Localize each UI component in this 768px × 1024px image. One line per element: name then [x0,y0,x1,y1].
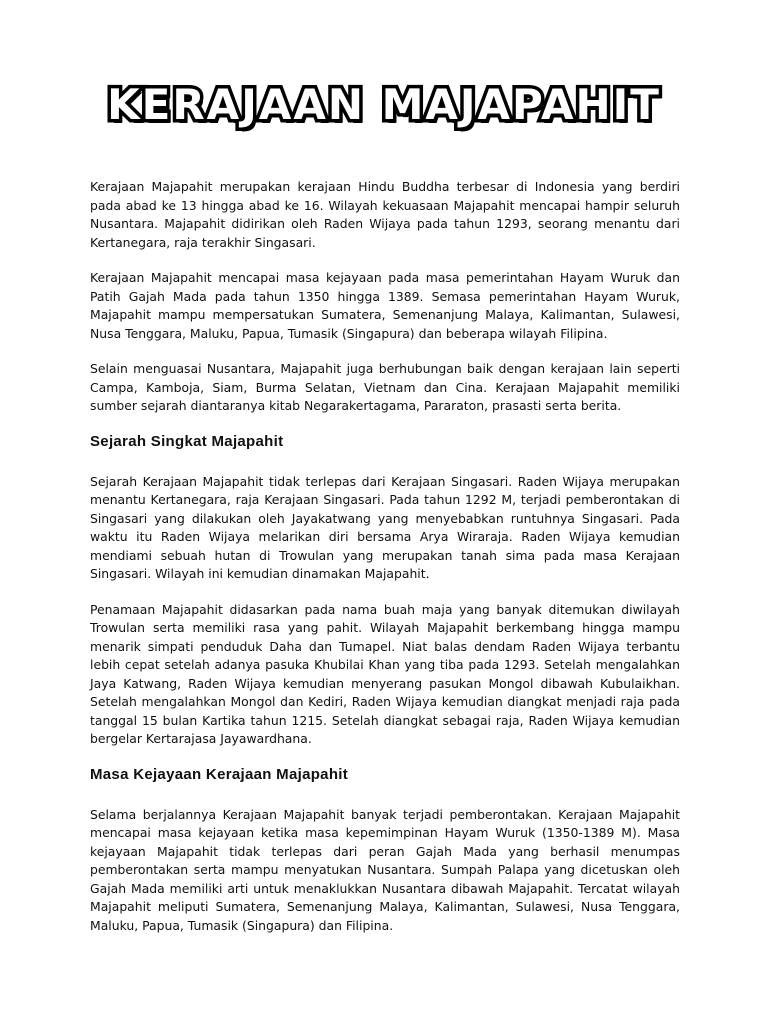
section-heading-sejarah: Sejarah Singkat Majapahit [90,432,284,450]
section-heading-kejayaan: Masa Kejayaan Kerajaan Majapahit [90,765,349,783]
sejarah-paragraph-2: Penamaan Majapahit didasarkan pada nama buah maja yang banyak ditemukan diwilayah Trowulan serta memiliki rasa yang pahit. Wilayah Majapahit berkembang hingga mampu menarik simpati penduduk Daha dan Tumapel. Niat balas dendam Raden Wijaya terbantu lebih cepat setelah adanya pasuka Khubilai Khan yang tiba pada 1293. Setelah mengalahkan Jaya Katwang, Raden Wijaya kemudian menyerang pasukan Mongol dibawah Kubulaikhan. Setelah mengalahkan Mongol dan Kediri, Raden Wijaya kemudian diangkat menjadi raja pada tanggal 15 bulan Kartika tahun 1215. Setelah diangkat sebagai raja, Raden Wijaya kemudian bergelar Kertarajasa Jayawardhana. [90,601,680,746]
sejarah-paragraph-1: Sejarah Kerajaan Majapahit tidak terlepas dari Kerajaan Singasari. Raden Wijaya merupakan menantu Kertanegara, raja Kerajaan Singasari. Pada tahun 1292 M, terjadi pemberontakan di Singasari yang dilakukan oleh Jayakatwang yang menyebabkan runtuhnya Singasari. Pada waktu itu Raden Wijaya melarikan diri bersama Arya Wiraraja. Raden Wijaya kemudian mendiami sebuah hutan di Trowulan yang merupakan tanah sima pada masa Kerajaan Singasari. Wilayah ini kemudian dinamakan Majapahit. [90,473,680,581]
title-container [0,80,768,129]
page-title: KERAJAAN MAJAPAHIT [107,80,661,129]
intro-paragraph-1: Kerajaan Majapahit merupakan kerajaan Hindu Buddha terbesar di Indonesia yang berdiri pada abad ke 13 hingga abad ke 16. Wilayah kekuasaan Majapahit mencapai hampir seluruh Nusantara. Majapahit didirikan oleh Raden Wijaya pada tahun 1293, seorang menantu dari Kertanegara, raja terakhir Singasari. [90,179,680,250]
kejayaan-paragraph-1: Selama berjalannya Kerajaan Majapahit banyak terjadi pemberontakan. Kerajaan Majapahit mencapai masa kejayaan ketika masa kepemimpinan Hayam Wuruk (1350-1389 M). Masa kejayaan Majapahit tidak terlepas dari peran Gajah Mada yang berhasil menumpas pemberontakan serta mampu menyatukan Nusantara. Sumpah Palapa yang dicetuskan oleh Gajah Mada memiliki arti untuk menaklukkan Nusantara dibawah Majapahit. Tercatat wilayah Majapahit meliputi Sumatera, Semenanjung Malaya, Kalimantan, Sulawesi, Nusa Tenggara, Maluku, Papua, Tumasik (Singapura) dan Filipina. [90,806,680,933]
intro-paragraph-2: Kerajaan Majapahit mencapai masa kejayaan pada masa pemerintahan Hayam Wuruk dan Patih Gajah Mada pada tahun 1350 hingga 1389. Semasa pemerintahan Hayam Wuruk, Majapahit mampu mempersatukan Sumatera, Semenanjung Malaya, Kalimantan, Sulawesi, Nusa Tenggara, Maluku, Papua, Tumasik (Singapura) dan beberapa wilayah Filipina. [90,270,680,341]
document-body [90,178,680,952]
intro-paragraph-3: Selain menguasai Nusantara, Majapahit juga berhubungan baik dengan kerajaan lain seperti Campa, Kamboja, Siam, Burma Selatan, Vietnam dan Cina. Kerajaan Majapahit memiliki sumber sejarah diantaranya kitab Negarakertagama, Pararaton, prasasti serta berita. [90,361,680,413]
